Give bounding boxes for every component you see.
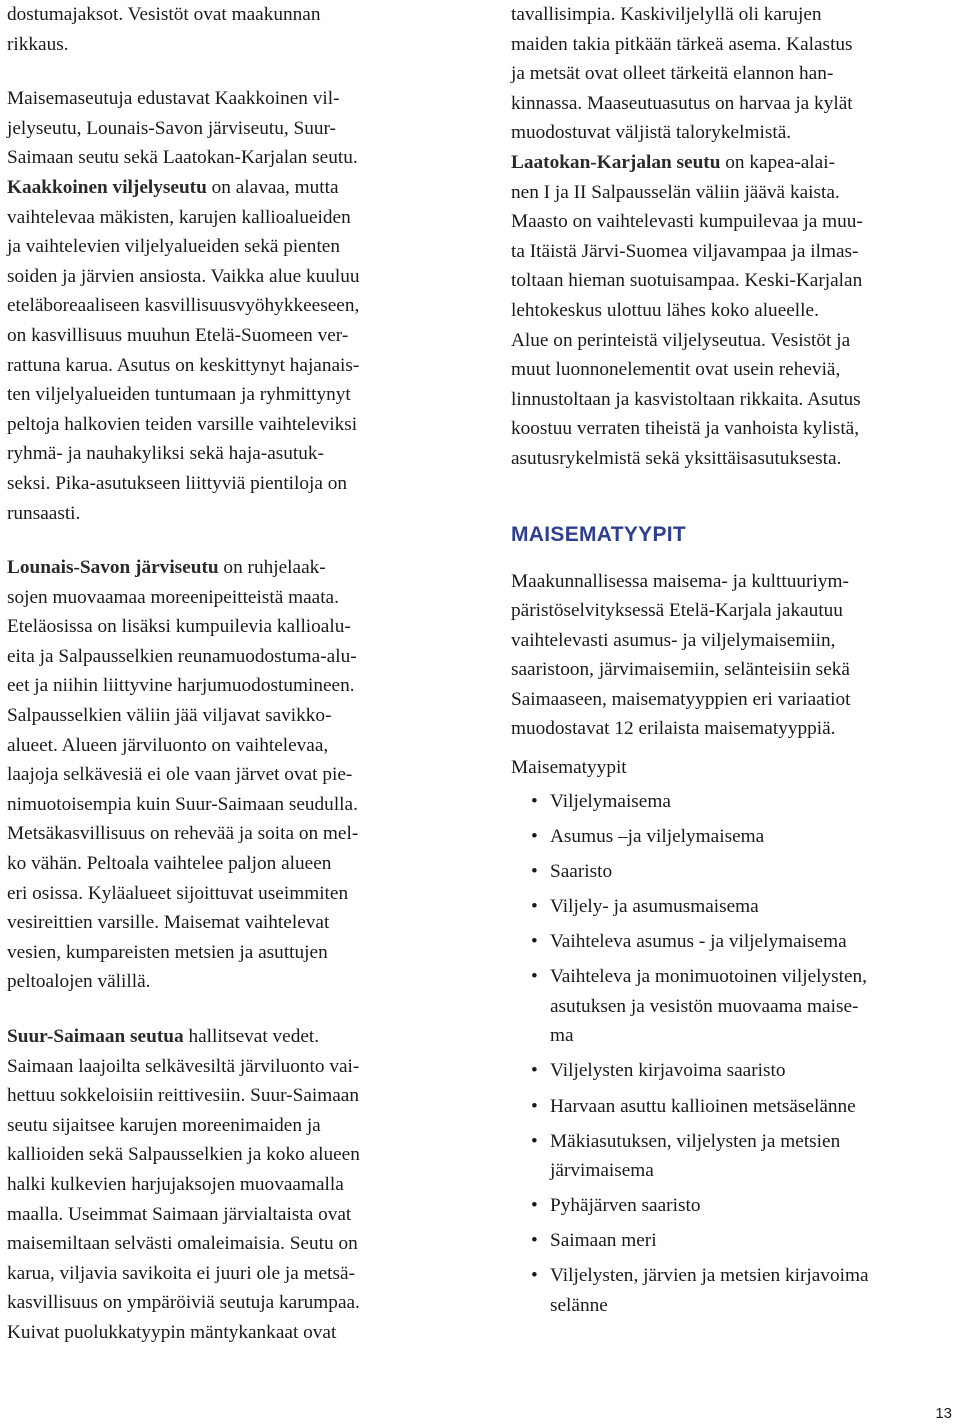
list-item: • Harvaan asuttu kallioinen metsäselänne bbox=[511, 1092, 956, 1122]
bullet-icon: • bbox=[531, 825, 538, 847]
list-item: • Viljelysten, järvien ja metsien kirjavoima selänne bbox=[511, 1261, 956, 1320]
laatokan-karjala-paragraph: Laatokan-Karjalan seutu on kapea-alai- nen I ja II Salpausselän väliin jäävä kaista. Maasto on vaihtelevasti kumpuilevaa ja muu- ta Itäistä Järvi-Suomea viljavampaa ja ilmas- toltaan hieman suotuisampaa. Keski-Karjalan lehtokeskus ulottuu lähes koko alueelle. Alue on perinteistä viljelyseutua. Vesistöt ja muut luonnonelementit ovat usein reheviä, linnustoltaan ja kasvistoltaan rikkaita. Asutus koostuu verraten tiheistä ja vanhoista kylistä, asutusrykelmistä sekä yksittäisasutuksesta. bbox=[511, 151, 863, 469]
list-item: • Pyhäjärven saaristo bbox=[511, 1191, 956, 1221]
laatokan-karjala-term: Laatokan-Karjalan seutu bbox=[511, 151, 721, 173]
list-item: • Saaristo bbox=[511, 857, 956, 887]
bullet-icon: • bbox=[531, 1095, 538, 1117]
bullet-icon: • bbox=[531, 931, 538, 953]
bullet-icon: • bbox=[531, 1130, 538, 1152]
landscape-types-list bbox=[511, 787, 956, 1321]
bullet-icon: • bbox=[531, 966, 538, 988]
list-item: • Viljelymaisema bbox=[511, 787, 956, 817]
list-item: • Viljelysten kirjavoima saaristo bbox=[511, 1056, 956, 1086]
kaakkoinen-term: Kaakkoinen viljelyseutu bbox=[7, 176, 207, 198]
bullet-icon: • bbox=[531, 1195, 538, 1217]
suur-saimaa-term: Suur-Saimaan seutua bbox=[7, 1026, 184, 1047]
list-item: • Mäkiasutuksen, viljelysten ja metsien järvimaisema bbox=[511, 1127, 956, 1186]
list-item: • Vaihteleva asumus - ja viljelymaisema bbox=[511, 927, 956, 957]
suur-saimaa-paragraph: Suur-Saimaan seutua hallitsevat vedet. Saimaan laajoilta selkävesiltä järviluonto vai- hettuu sokkeloisiin reittivesiin. Suur-Saimaan seutu sijaitsee karujen moreenimaiden ja kallioiden sekä Salpausselkien ja koko alueen halki kulkevien harjujaksojen muovaamalla maalla. Useimmat Saimaan järvialtaista ovat maisemiltaan selvästi omaleimaisia. Seutu on karua, viljavia savikoita ei juuri ole ja metsä- kasvillisuus on ympäröiviä seutuja karumpaa. Kuivat puolukkatyypin mäntykankaat ovat bbox=[7, 1026, 360, 1343]
list-item: • Saimaan meri bbox=[511, 1226, 956, 1256]
list-item: • Vaihteleva ja monimuotoinen viljelysten, asutuksen ja vesistön muovaama maise- ma bbox=[511, 962, 956, 1051]
right-column bbox=[511, 0, 956, 1326]
list-item: • Asumus –ja viljelymaisema bbox=[511, 822, 956, 852]
kaakkoinen-paragraph: Kaakkoinen viljelyseutu on alavaa, mutta vaihtelevaa mäkisten, karujen kallioalueiden ja vaihtelevien viljelyalueiden sekä pienten soiden ja järvien ansiosta. Vaikka alue kuuluu eteläboreaaliseen kasvillisuusvyöhykkeeseen, on kasvillisuus muuhun Etelä-Suomeen ver- rattuna karua. Asutus on keskittynyt hajanais- ten viljelyalueiden tuntumaan ja ryhmittynyt peltoja halkovien teiden varsille vaihteleviksi ryhmä- ja nauhakyliksi sekä haja-asutuk- seksi. Pika-asutukseen liittyviä pientiloja on runsaasti. bbox=[7, 176, 360, 524]
bullet-icon: • bbox=[531, 860, 538, 882]
intro-paragraph: dostumajaksot. Vesistöt ovat maakunnan rikkaus. bbox=[7, 4, 321, 55]
lounais-savo-term: Lounais-Savon järviseutu bbox=[7, 557, 219, 579]
section-heading: MAISEMATYYPIT bbox=[511, 522, 687, 546]
continuation-paragraph: tavallisimpia. Kaskiviljelyllä oli karujen maiden takia pitkään tärkeä asema. Kalastus ja metsät ovat olleet tärkeitä elannon han- kinnassa. Maaseutuasutus on harvaa ja kylät muodostuvat väljistä talorykelmistä. bbox=[511, 4, 853, 144]
list-title: Maisematyypit bbox=[511, 757, 627, 779]
section-intro-paragraph: Maakunnallisessa maisema- ja kulttuuriym- päristöselvityksessä Etelä-Karjala jakautuu vaihtelevasti asumus- ja viljelymaisemiin, saaristoon, järvimaisemiin, selänteisiin sekä Saimaaseen, maisematyyppien eri variaatiot muodostavat 12 erilaista maisematyyppiä. bbox=[511, 570, 851, 740]
bullet-icon: • bbox=[531, 1060, 538, 1082]
list-item: • Viljely- ja asumusmaisema bbox=[511, 892, 956, 922]
left-column bbox=[7, 0, 459, 1348]
overview-paragraph: Maisemaseutuja edustavat Kaakkoinen vil- jelyseutu, Lounais-Savon järviseutu, Suur- Saimaan seutu sekä Laatokan-Karjalan seutu. bbox=[7, 88, 358, 169]
bullet-icon: • bbox=[531, 1265, 538, 1287]
lounais-savo-paragraph: Lounais-Savon järviseutu on ruhjelaak- sojen muovaamaa moreenipeitteistä maata. Eteläosissa on lisäksi kumpuilevia kallioalu- eita ja Salpausselkien reunamuodostuma-alu- eet ja niihin liittyvine harjumuodostumineen. Salpausselkien väliin jää viljavat savikko- alueet. Alueen järviluonto on vaihtelevaa, laajoja selkävesiä ei ole vaan järvet ovat pie- nimuotoisempia kuin Suur-Saimaan seudulla. Metsäkasvillisuus on rehevää ja soita on mel- ko vähän. Peltoala vaihtelee paljon alueen eri osissa. Kyläalueet sijoittuvat useimmiten vesireittien varsille. Maisemat vaihtelevat vesien, kumpareisten metsien ja asuttujen peltoalojen välillä. bbox=[7, 557, 359, 993]
page-number: 13 bbox=[935, 1405, 952, 1422]
bullet-icon: • bbox=[531, 790, 538, 812]
bullet-icon: • bbox=[531, 895, 538, 917]
bullet-icon: • bbox=[531, 1230, 538, 1252]
